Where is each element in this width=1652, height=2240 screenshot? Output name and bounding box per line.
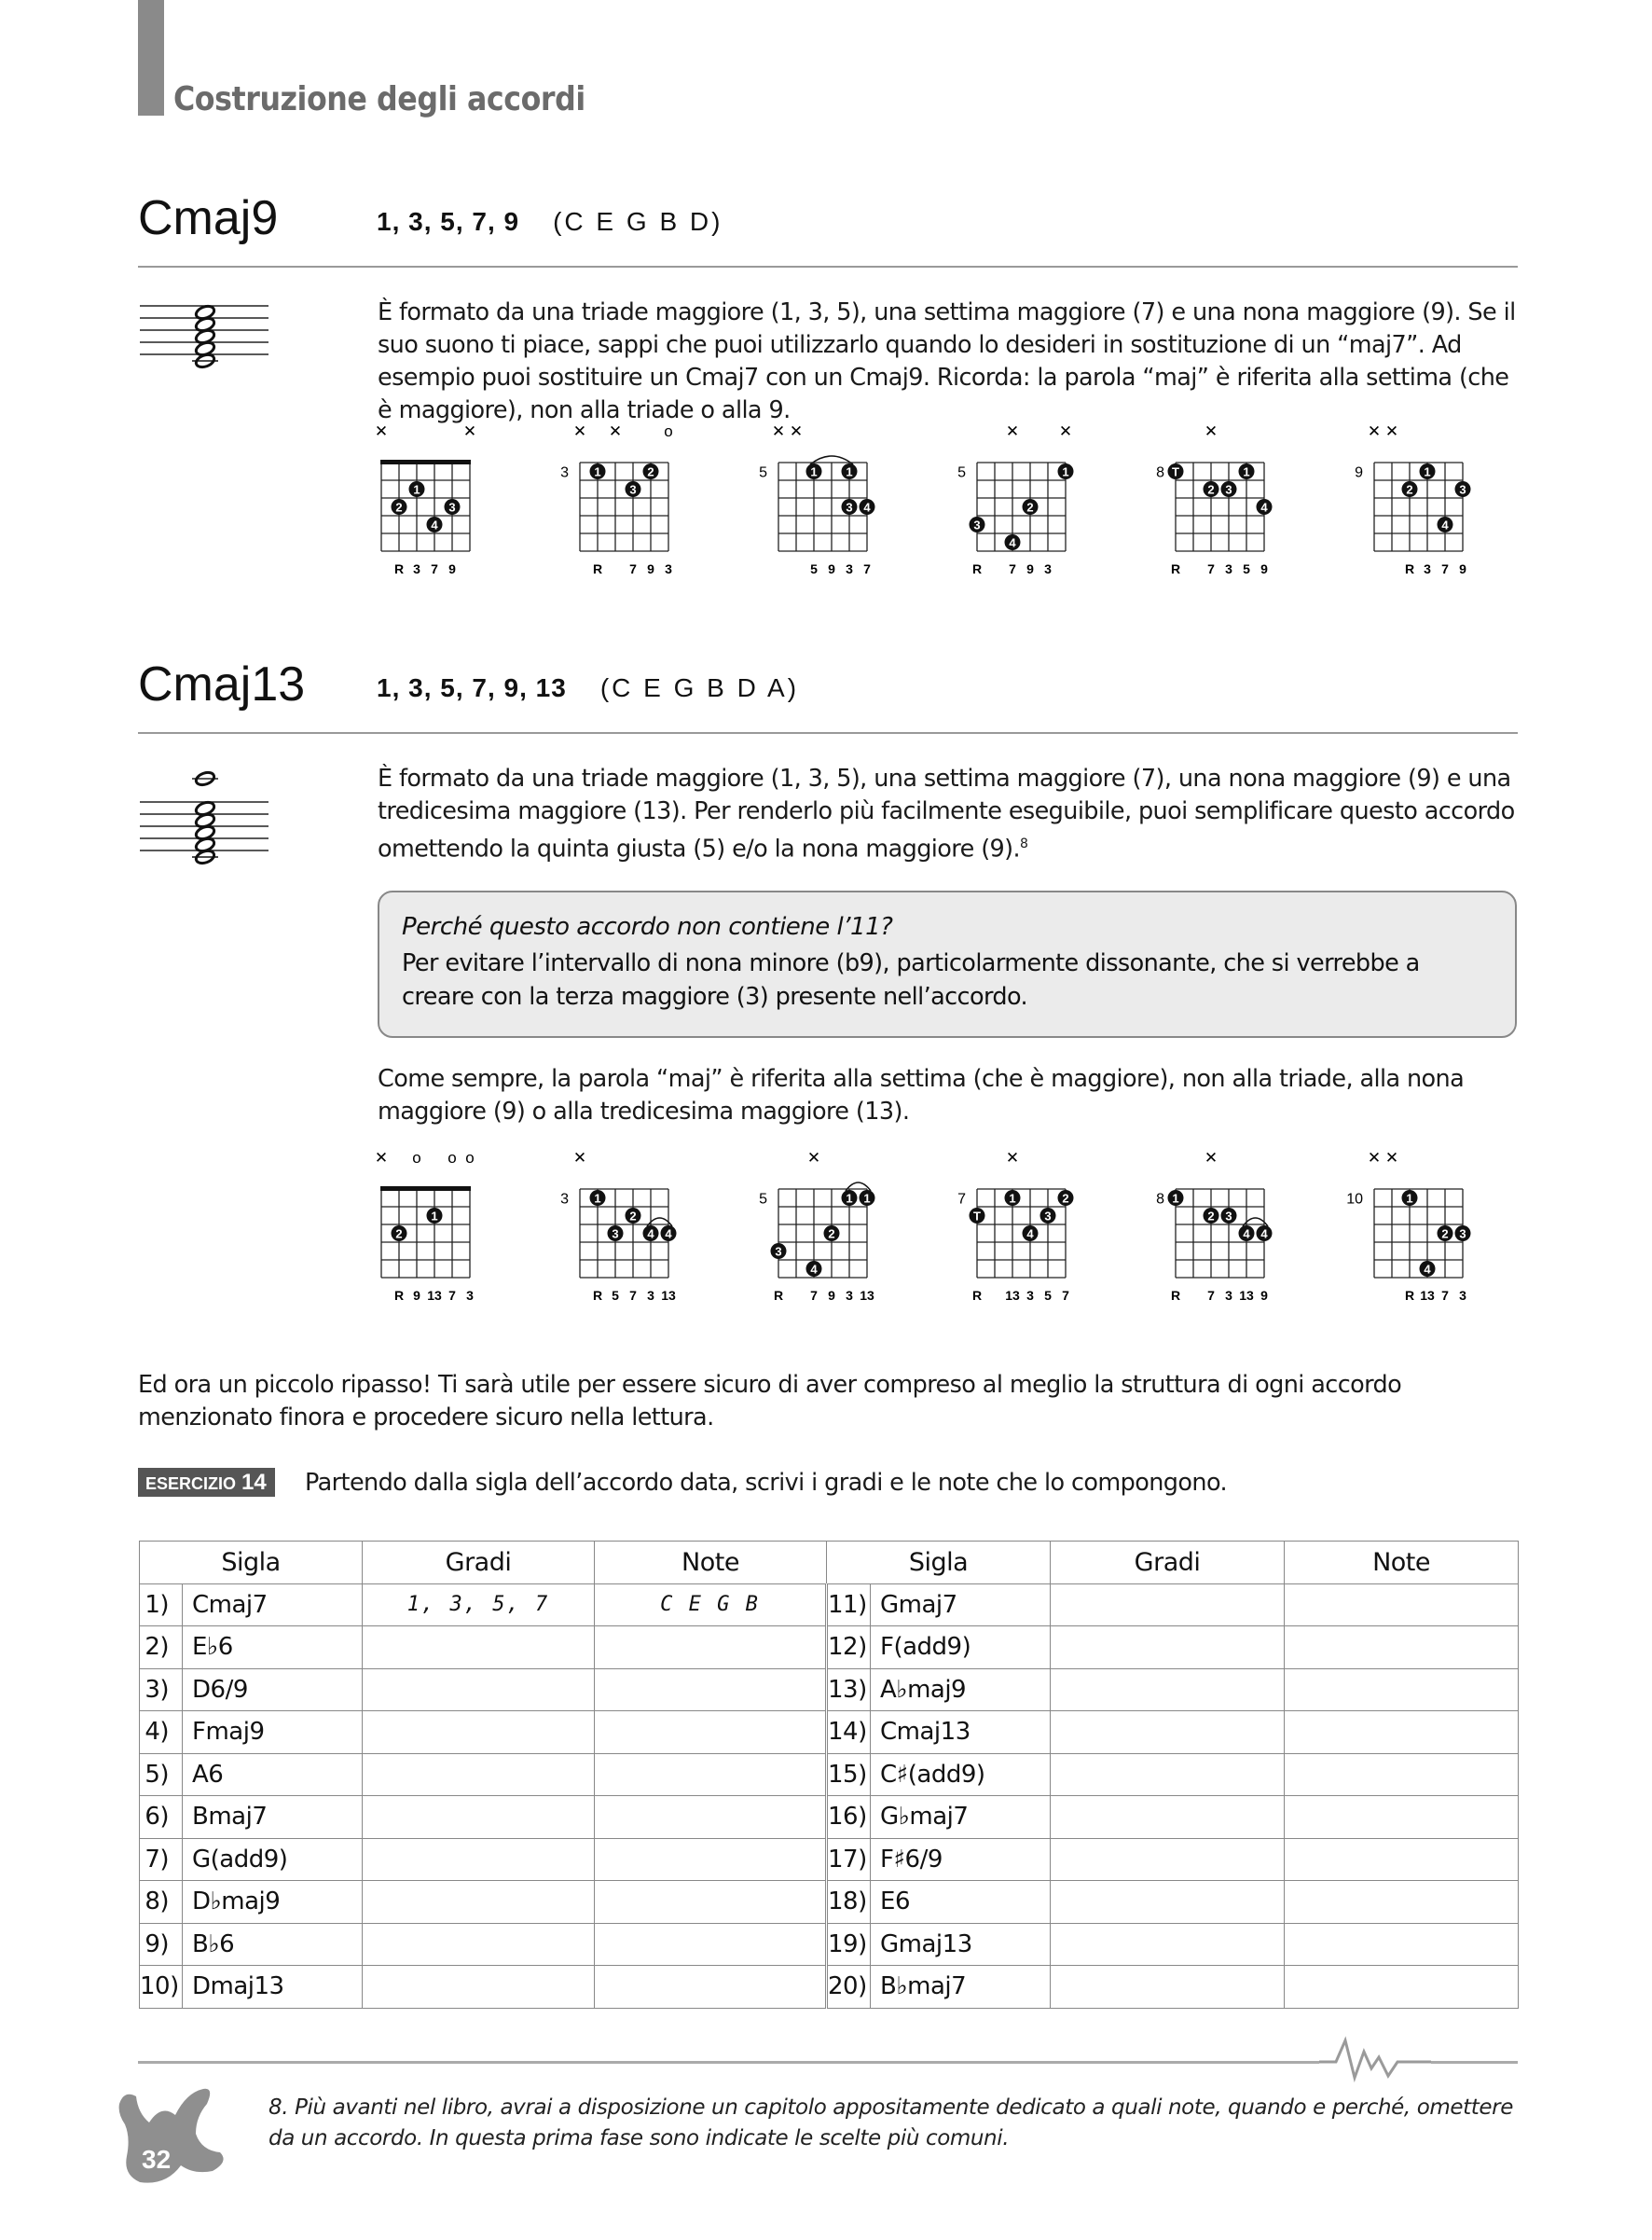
- row-number: 16): [827, 1796, 871, 1839]
- muted-string-icon: ✕: [374, 422, 389, 440]
- col-note-2: Note: [1285, 1542, 1519, 1584]
- note-input[interactable]: [1285, 1583, 1519, 1626]
- interval-label: 7: [810, 1288, 818, 1303]
- note-input[interactable]: [1285, 1923, 1519, 1966]
- muted-string-icon: ✕: [1204, 1149, 1218, 1167]
- col-sigla-2: Sigla: [827, 1542, 1051, 1584]
- finger-number: 3: [629, 482, 637, 497]
- cmaj9-name: Cmaj9: [138, 191, 279, 245]
- muted-string-icon: ✕: [1384, 1149, 1399, 1167]
- finger-number: 2: [629, 1209, 637, 1224]
- interval-label: R: [1404, 1288, 1415, 1303]
- finger-number: 4: [665, 1226, 672, 1241]
- row-number: 18): [827, 1881, 871, 1924]
- table-row: [140, 1923, 1519, 1966]
- row-number: 11): [827, 1583, 871, 1626]
- interval-label: 13: [661, 1288, 676, 1303]
- gradi-input[interactable]: [1051, 1711, 1285, 1754]
- row-sigla: Cmaj7: [183, 1583, 363, 1626]
- interval-label: 7: [863, 561, 871, 576]
- table-row: [140, 1711, 1519, 1754]
- muted-string-icon: ✕: [771, 422, 786, 440]
- interval-label: R: [1170, 1288, 1181, 1303]
- note-input[interactable]: C E G B: [595, 1583, 827, 1626]
- finger-number: 3: [1225, 1209, 1232, 1224]
- interval-label: R: [393, 561, 405, 576]
- finger-number: 1: [1009, 1191, 1016, 1206]
- cmaj9-description: È formato da una triade maggiore (1, 3, 5), una settima maggiore (7) e una nona maggiore (9). Se il suo suono ti piace, sappi che puoi utilizzarlo quando lo desideri in sostituzione di un “maj7”. Ad esempio puoi sostituire un Cmaj7 con un Cmaj9. Ricorda: la parola “maj” è riferita alla settima (che è maggiore), non alla triade o alla 9.: [378, 298, 1516, 424]
- interval-label: 7: [448, 1288, 456, 1303]
- cmaj13-description: [378, 763, 1520, 866]
- cmaj13-formula: 1, 3, 5, 7, 9, 13: [377, 673, 567, 702]
- finger-number: 2: [1207, 482, 1215, 497]
- interval-label: 9: [828, 561, 835, 576]
- finger-number: 1: [1424, 464, 1431, 479]
- interval-label: 13: [427, 1288, 442, 1303]
- row-sigla: F(add9): [871, 1626, 1051, 1669]
- gradi-input[interactable]: [363, 1796, 595, 1839]
- row-number: 12): [827, 1626, 871, 1669]
- row-sigla: Gmaj7: [871, 1583, 1051, 1626]
- exercise-label: ESERCIZIO: [145, 1474, 237, 1493]
- interval-label: R: [1404, 561, 1415, 576]
- note-input[interactable]: [595, 1711, 827, 1754]
- interval-label: 5: [810, 561, 818, 576]
- exercise-number: 14: [241, 1470, 267, 1495]
- cmaj9-staff: [138, 297, 268, 390]
- gradi-input[interactable]: [1051, 1583, 1285, 1626]
- finger-number: 4: [1009, 535, 1016, 550]
- interval-label: 3: [846, 561, 853, 576]
- finger-number: 1: [810, 464, 818, 479]
- fret-number: 3: [560, 464, 569, 481]
- interval-label: R: [393, 1288, 405, 1303]
- gradi-input[interactable]: [1051, 1626, 1285, 1669]
- table-header-row: [140, 1542, 1519, 1584]
- cmaj13-rule: [138, 732, 1518, 734]
- finger-number: 2: [1207, 1209, 1215, 1224]
- section-title: Costruzione degli accordi: [173, 80, 585, 118]
- chord-diagram: [936, 416, 1076, 584]
- gradi-input[interactable]: [363, 1711, 595, 1754]
- col-gradi-2: Gradi: [1051, 1542, 1285, 1584]
- note-input[interactable]: [595, 1923, 827, 1966]
- interval-label: 5: [612, 1288, 619, 1303]
- finger-number: 1: [594, 1191, 601, 1206]
- muted-string-icon: ✕: [374, 1149, 389, 1167]
- finger-number: 4: [1424, 1262, 1431, 1277]
- muted-string-icon: ✕: [1204, 422, 1218, 440]
- interval-label: 7: [1062, 1288, 1069, 1303]
- interval-label: 7: [1441, 561, 1449, 576]
- interval-label: 3: [1225, 1288, 1232, 1303]
- row-number: 13): [827, 1668, 871, 1711]
- row-sigla: E6: [871, 1881, 1051, 1924]
- finger-number: 2: [1062, 1191, 1069, 1206]
- interval-label: 3: [1225, 561, 1232, 576]
- callout-box: [378, 891, 1517, 1038]
- finger-number: 3: [448, 500, 456, 515]
- interval-label: 3: [466, 1288, 474, 1303]
- table-row: [140, 1838, 1519, 1881]
- interval-label: 3: [846, 1288, 853, 1303]
- gradi-input[interactable]: 1, 3, 5, 7: [363, 1583, 595, 1626]
- table-row: [140, 1583, 1519, 1626]
- interval-label: 5: [1243, 561, 1250, 576]
- note-input[interactable]: [595, 1753, 827, 1796]
- cmaj13-name: Cmaj13: [138, 657, 306, 712]
- interval-label: 7: [1207, 561, 1215, 576]
- interval-label: 9: [647, 561, 654, 576]
- muted-string-icon: ✕: [572, 1149, 587, 1167]
- table-row: [140, 1796, 1519, 1839]
- row-number: 2): [140, 1626, 183, 1669]
- gradi-input[interactable]: [1051, 1838, 1285, 1881]
- cmaj13-description-text: È formato da una triade maggiore (1, 3, 5), una settima maggiore (7), una nona maggiore (9) e una tredicesima maggiore (13). Per renderlo più facilmente eseguibile, puoi semplificare questo accordo omettendo la quinta giusta (5) e/o la nona maggiore (9).: [378, 765, 1515, 864]
- finger-number: 4: [1243, 1226, 1250, 1241]
- interval-label: R: [971, 561, 983, 576]
- finger-number: 4: [1260, 500, 1268, 515]
- interval-label: 3: [413, 561, 420, 576]
- finger-number: 3: [1459, 482, 1466, 497]
- zigzag-icon: [1319, 2031, 1431, 2087]
- row-number: 8): [140, 1881, 183, 1924]
- cmaj9-rule: [138, 266, 1518, 268]
- note-input[interactable]: [1285, 1881, 1519, 1924]
- row-sigla: B♭maj7: [871, 1966, 1051, 2009]
- note-input[interactable]: [1285, 1838, 1519, 1881]
- chord-diagram: [737, 416, 877, 584]
- row-number: 7): [140, 1838, 183, 1881]
- table-row: [140, 1668, 1519, 1711]
- finger-number: 3: [1044, 1209, 1052, 1224]
- row-number: 4): [140, 1711, 183, 1754]
- fret-number: 9: [1355, 464, 1363, 481]
- row-number: 15): [827, 1753, 871, 1796]
- interval-label: 3: [647, 1288, 654, 1303]
- chord-diagram: [539, 1142, 679, 1310]
- finger-number: 4: [810, 1262, 818, 1277]
- row-sigla: D♭maj9: [183, 1881, 363, 1924]
- chord-diagram: [737, 1142, 877, 1310]
- finger-number: 1: [413, 482, 420, 497]
- finger-number: 3: [1459, 1226, 1466, 1241]
- note-input[interactable]: [595, 1881, 827, 1924]
- finger-number: 1: [1243, 464, 1250, 479]
- cmaj9-heading: [138, 190, 278, 246]
- cmaj9-formula: 1, 3, 5, 7, 9: [377, 207, 520, 236]
- gradi-input[interactable]: [1051, 1881, 1285, 1924]
- gradi-input[interactable]: [1051, 1923, 1285, 1966]
- row-number: 19): [827, 1923, 871, 1966]
- chord-diagram: [340, 1142, 480, 1310]
- muted-string-icon: ✕: [462, 422, 477, 440]
- finger-number: 2: [647, 464, 654, 479]
- finger-number: 1: [863, 1191, 871, 1206]
- fret-number: 7: [957, 1191, 966, 1208]
- note-input[interactable]: [1285, 1966, 1519, 2009]
- note-input[interactable]: [595, 1796, 827, 1839]
- interval-label: 3: [1424, 561, 1431, 576]
- row-number: 6): [140, 1796, 183, 1839]
- interval-label: 9: [828, 1288, 835, 1303]
- interval-label: 9: [448, 561, 456, 576]
- interval-label: 7: [431, 561, 438, 576]
- row-sigla: G(add9): [183, 1838, 363, 1881]
- callout-body: Per evitare l’intervallo di nona minore (b9), particolarmente dissonante, che si verrebbe a creare con la terza maggiore (3) presente nell’accordo.: [402, 949, 1420, 1011]
- finger-number: 4: [1026, 1226, 1034, 1241]
- muted-string-icon: ✕: [1367, 1149, 1382, 1167]
- row-sigla: D6/9: [183, 1668, 363, 1711]
- gradi-input[interactable]: [363, 1668, 595, 1711]
- row-number: 9): [140, 1923, 183, 1966]
- cmaj9-formula-line: [377, 207, 723, 237]
- fret-number: 8: [1156, 464, 1164, 481]
- open-string-icon: o: [447, 1149, 457, 1167]
- note-input[interactable]: [595, 1668, 827, 1711]
- fret-number: 5: [957, 464, 966, 481]
- row-sigla: Dmaj13: [183, 1966, 363, 2009]
- finger-number: 4: [1441, 518, 1449, 532]
- muted-string-icon: ✕: [572, 422, 587, 440]
- row-number: 20): [827, 1966, 871, 2009]
- exercise-instruction: Partendo dalla sigla dell’accordo data, scrivi i gradi e le note che lo compongono.: [305, 1469, 1228, 1497]
- finger-number: 3: [775, 1244, 782, 1259]
- finger-number: 1: [1062, 464, 1069, 479]
- exercise-badge: [138, 1468, 275, 1497]
- footer-rule: [138, 2061, 1518, 2064]
- interval-label: R: [773, 1288, 784, 1303]
- gradi-input[interactable]: [1051, 1966, 1285, 2009]
- gradi-input[interactable]: [363, 1966, 595, 2009]
- muted-string-icon: ✕: [789, 422, 804, 440]
- col-gradi: Gradi: [363, 1542, 595, 1584]
- finger-number: 2: [1441, 1226, 1449, 1241]
- table-row: [140, 1881, 1519, 1924]
- interval-label: 7: [1207, 1288, 1215, 1303]
- note-input[interactable]: [1285, 1668, 1519, 1711]
- interval-label: 9: [413, 1288, 420, 1303]
- gradi-input[interactable]: [363, 1753, 595, 1796]
- open-string-icon: o: [664, 422, 673, 440]
- interval-label: 9: [1260, 561, 1268, 576]
- row-number: 1): [140, 1583, 183, 1626]
- muted-string-icon: ✕: [1005, 422, 1020, 440]
- row-sigla: Gmaj13: [871, 1923, 1051, 1966]
- gradi-input[interactable]: [363, 1881, 595, 1924]
- row-sigla: Fmaj9: [183, 1711, 363, 1754]
- footnote-text: Più avanti nel libro, avrai a disposizione un capitolo appositamente dedicato a quali note, quando e perché, omettere da un accordo. In questa prima fase sono indicate le scelte più comuni.: [268, 2095, 1513, 2150]
- finger-number: 4: [647, 1226, 654, 1241]
- row-sigla: F♯6/9: [871, 1838, 1051, 1881]
- row-sigla: A6: [183, 1753, 363, 1796]
- finger-number: 2: [395, 500, 403, 515]
- interval-label: 9: [1260, 1288, 1268, 1303]
- chord-diagram: [1333, 416, 1473, 584]
- gradi-input[interactable]: [363, 1626, 595, 1669]
- finger-number: 1: [431, 1209, 438, 1224]
- row-sigla: G♭maj7: [871, 1796, 1051, 1839]
- finger-number: 1: [1406, 1191, 1413, 1206]
- interval-label: 3: [665, 561, 672, 576]
- interval-label: 7: [629, 561, 637, 576]
- finger-number: T: [1172, 464, 1179, 479]
- finger-number: 1: [1172, 1191, 1179, 1206]
- interval-label: 7: [1009, 561, 1016, 576]
- row-number: 5): [140, 1753, 183, 1796]
- interval-label: 3: [1026, 1288, 1034, 1303]
- interval-label: R: [592, 1288, 603, 1303]
- finger-number: 3: [846, 500, 853, 515]
- interval-label: 9: [1026, 561, 1034, 576]
- interval-label: 13: [1420, 1288, 1435, 1303]
- muted-string-icon: ✕: [806, 1149, 821, 1167]
- fret-number: 5: [759, 464, 767, 481]
- cmaj13-heading: [138, 657, 305, 712]
- row-number: 14): [827, 1711, 871, 1754]
- fret-number: 5: [759, 1191, 767, 1208]
- finger-number: 1: [846, 464, 853, 479]
- interval-label: R: [1170, 561, 1181, 576]
- finger-number: 2: [1406, 482, 1413, 497]
- chord-diagram: [936, 1142, 1076, 1310]
- gradi-input[interactable]: [1051, 1668, 1285, 1711]
- footnote-ref: 8: [1020, 837, 1028, 851]
- chord-diagram: [1135, 1142, 1274, 1310]
- table-row: [140, 1626, 1519, 1669]
- note-input[interactable]: [595, 1626, 827, 1669]
- col-sigla: Sigla: [140, 1542, 363, 1584]
- muted-string-icon: ✕: [608, 422, 623, 440]
- page-number: 32: [142, 2145, 172, 2174]
- row-sigla: B♭6: [183, 1923, 363, 1966]
- finger-number: 2: [395, 1226, 403, 1241]
- row-number: 17): [827, 1838, 871, 1881]
- cmaj13-staff: [138, 760, 268, 881]
- fret-number: 3: [560, 1191, 569, 1208]
- finger-number: 1: [594, 464, 601, 479]
- header-bar: [138, 0, 164, 116]
- interval-label: 13: [1005, 1288, 1020, 1303]
- finger-number: 1: [846, 1191, 853, 1206]
- table-row: [140, 1753, 1519, 1796]
- note-input[interactable]: [1285, 1796, 1519, 1839]
- chord-diagram: [1333, 1142, 1473, 1310]
- note-input[interactable]: [1285, 1753, 1519, 1796]
- finger-number: 4: [431, 518, 438, 532]
- muted-string-icon: ✕: [1058, 422, 1073, 440]
- finger-number: 3: [973, 518, 981, 532]
- table-row: [140, 1966, 1519, 2009]
- row-sigla: E♭6: [183, 1626, 363, 1669]
- row-number: 10): [140, 1966, 183, 2009]
- finger-number: 4: [1260, 1226, 1268, 1241]
- muted-string-icon: ✕: [1367, 422, 1382, 440]
- col-note: Note: [595, 1542, 827, 1584]
- note-input[interactable]: [595, 1838, 827, 1881]
- footnote: [268, 2093, 1518, 2154]
- muted-string-icon: ✕: [1384, 422, 1399, 440]
- row-sigla: A♭maj9: [871, 1668, 1051, 1711]
- nut: [380, 1186, 471, 1191]
- row-sigla: C♯(add9): [871, 1753, 1051, 1796]
- chord-diagram: [539, 416, 679, 584]
- callout-title: Perché questo accordo non contiene l’11?: [402, 913, 893, 941]
- finger-number: 3: [1225, 482, 1232, 497]
- nut: [380, 460, 471, 464]
- note-input[interactable]: [1285, 1711, 1519, 1754]
- muted-string-icon: ✕: [1005, 1149, 1020, 1167]
- cmaj9-notes: (C E G B D): [553, 207, 723, 236]
- interval-label: 13: [1239, 1288, 1254, 1303]
- recap-text: Ed ora un piccolo ripasso! Ti sarà utile per essere sicuro di aver compreso al meglio la struttura di ogni accordo menzionato finora e procedere sicuro nella lettura.: [138, 1371, 1402, 1431]
- chord-diagram: [1135, 416, 1274, 584]
- fret-number: 8: [1156, 1191, 1164, 1208]
- fret-number: 10: [1346, 1191, 1363, 1208]
- finger-number: 2: [828, 1226, 835, 1241]
- cmaj13-notes: (C E G B D A): [599, 673, 800, 702]
- interval-label: 7: [1441, 1288, 1449, 1303]
- chord-diagram: [340, 416, 480, 584]
- cmaj13-note: Come sempre, la parola “maj” è riferita alla settima (che è maggiore), non alla triade, alla nona maggiore (9) o alla tredicesima maggiore (13).: [378, 1065, 1465, 1126]
- row-sigla: Bmaj7: [183, 1796, 363, 1839]
- interval-label: 13: [860, 1288, 874, 1303]
- interval-label: R: [592, 561, 603, 576]
- cmaj13-formula-line: [377, 673, 799, 703]
- interval-label: 3: [1044, 561, 1052, 576]
- interval-label: R: [971, 1288, 983, 1303]
- open-string-icon: o: [465, 1149, 475, 1167]
- note-input[interactable]: [1285, 1626, 1519, 1669]
- finger-number: 2: [1026, 500, 1034, 515]
- open-string-icon: o: [412, 1149, 421, 1167]
- gradi-input[interactable]: [1051, 1796, 1285, 1839]
- footnote-number: 8.: [268, 2095, 289, 2120]
- gradi-input[interactable]: [363, 1838, 595, 1881]
- gradi-input[interactable]: [1051, 1753, 1285, 1796]
- finger-number: T: [973, 1209, 981, 1224]
- gradi-input[interactable]: [363, 1923, 595, 1966]
- interval-label: 9: [1459, 561, 1466, 576]
- row-sigla: Cmaj13: [871, 1711, 1051, 1754]
- interval-label: 5: [1044, 1288, 1052, 1303]
- interval-label: 3: [1459, 1288, 1466, 1303]
- interval-label: 7: [629, 1288, 637, 1303]
- finger-number: 3: [612, 1226, 619, 1241]
- row-number: 3): [140, 1668, 183, 1711]
- finger-number: 4: [863, 500, 871, 515]
- note-input[interactable]: [595, 1966, 827, 2009]
- exercise-table: [139, 1541, 1519, 2009]
